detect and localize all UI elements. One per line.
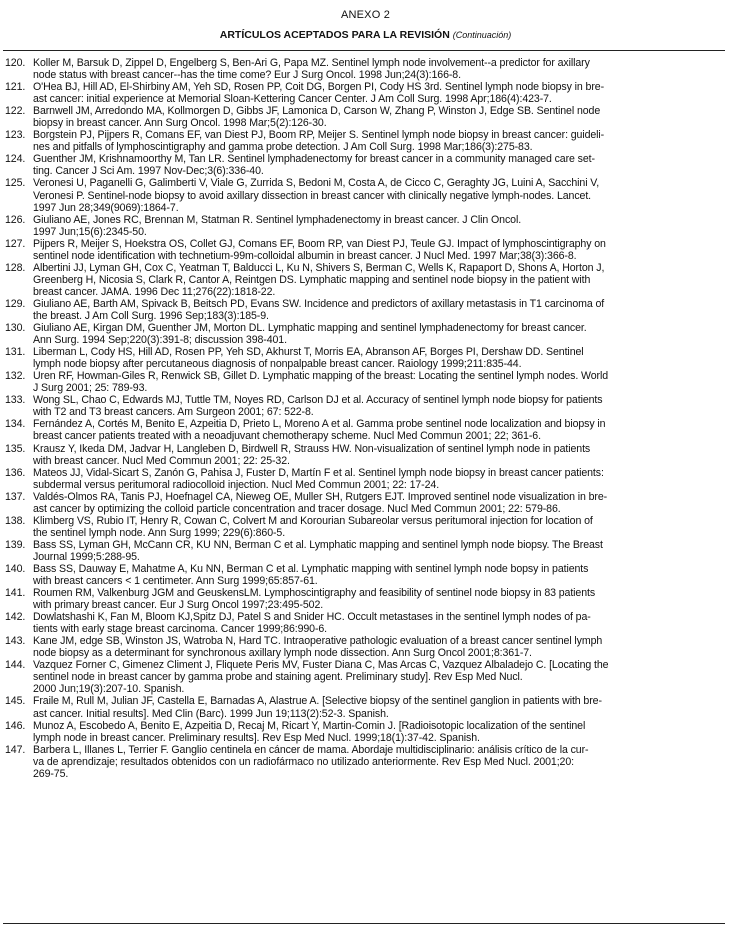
reference-line: Bass SS, Dauway E, Mahatme A, Ku NN, Berman C et al. Lymphatic mapping with sentinel lymph node bopsy in patients [33,562,589,575]
reference-line: Wong SL, Chao C, Edwards MJ, Tuttle TM, Noyes RD, Carlson DJ et al. Accuracy of sentinel lymph node biopsy for patients [33,394,603,407]
reference-number: 133. [5,394,26,407]
reference-line: 1997 Jun;15(6):2345-50. [33,225,147,238]
reference-item [0,563,731,587]
reference-line: breast cancer patients treated with a neoadjuvant chemotherapy scheme. Nucl Med Commun 2001; 22; 361-6. [33,430,541,443]
reference-line: sentinel node in breast cancer by gamma probe and staining agent. Preliminary study]. Rev Esp Med Nucl. [33,671,523,684]
reference-line: lymph node biopsy after percutaneous diagnosis of nonpalpable breast cancer. Raiology 1999;211:835-44. [33,358,522,371]
reference-line: subdermal versus peritumoral radiocolloid injection. Nucl Med Commun 2001; 22: 17-24. [33,478,440,491]
reference-item [0,515,731,539]
reference-number: 127. [5,237,26,250]
reference-line: node status with breast cancer--has the time come? Eur J Surg Oncol. 1998 Jun;24(3):166-8. [33,69,461,82]
reference-line: Barnwell JM, Arredondo MA, Kollmorgen D, Gibbs JF, Lamonica D, Carson W, Zhang P, Winston J, Edge SB. Sentinel node [33,105,601,118]
section-title-text: ARTÍCULOS ACEPTADOS PARA LA REVISIÓN [219,29,450,41]
reference-number: 122. [5,105,26,118]
reference-line: node biopsy as a determinant for synchronous axillary lymph node dissection. Ann Surg Oncol 2001;8:361-7. [33,647,532,660]
reference-line: with T2 and T3 breast cancers. Am Surgeon 2001; 67: 522-8. [33,406,314,419]
reference-text [33,467,725,491]
reference-line: ting. Cancer J Sci Am. 1997 Nov-Dec;3(6):336-40. [33,165,264,178]
reference-number: 136. [5,466,26,479]
reference-item [0,370,731,394]
reference-number: 126. [5,213,26,226]
reference-item [0,346,731,370]
reference-text [33,635,725,659]
reference-line: 2000 Jun;19(3):207-10. Spanish. [33,683,185,696]
reference-line: Giuliano AE, Jones RC, Brennan M, Statman R. Sentinel lymphadenectomy in breast cancer. J Clin Oncol. [33,213,522,226]
reference-text [33,720,725,744]
reference-line: Vazquez Forner C, Gimenez Climent J, Fliquete Peris MV, Fuster Diana C, Mas Arcas C, Vazquez Albaladejo C. [Locating the [33,659,609,672]
reference-item [0,611,731,635]
reference-line: biopsy in breast cancer. Ann Surg Oncol. 1998 Mar;5(2):126-30. [33,117,327,130]
reference-item [0,57,731,81]
reference-text [33,214,725,238]
reference-line: Greenberg H, Nicosia S, Clark R, Cantor A, Reintgen DS. Lymphatic mapping and sentinel node biopsy in the patient with [33,273,591,286]
reference-text [33,57,725,81]
reference-text [33,659,725,695]
reference-number: 137. [5,490,26,503]
reference-line: va de aprendizaje; resultados obtenidos con un radiofármaco no utilizado anteriormente. Rev Esp Med Nucl. 2001;20: [33,755,574,768]
reference-line: Albertini JJ, Lyman GH, Cox C, Yeatman T, Balducci L, Ku N, Shivers S, Berman C, Wells K, Rapaport D, Shons A, Horton J, [33,261,605,274]
reference-line: tients with early stage breast carcinoma. Cancer 1999;86:990-6. [33,623,328,636]
annex-label: ANEXO 2 [340,9,391,21]
reference-line: the sentinel lymph node. Ann Surg 1999; 229(6):860-5. [33,526,286,539]
reference-number: 145. [5,695,26,708]
reference-item [0,298,731,322]
continuation-label: (Continuación) [452,30,512,40]
reference-number: 132. [5,370,26,383]
reference-number: 135. [5,442,26,455]
reference-item [0,695,731,719]
reference-text [33,238,725,262]
reference-line: Giuliano AE, Barth AM, Spivack B, Beitsch PD, Evans SW. Incidence and predictors of axillary metastasis in T1 carcinoma of [33,297,605,310]
reference-number: 138. [5,514,26,527]
reference-line: Uren RF, Howman-Giles R, Renwick SB, Gillet D. Lymphatic mapping of the breast: Locating the sentinel lymph nodes. World [33,370,609,383]
reference-item [0,418,731,442]
reference-item [0,105,731,129]
reference-line: Roumen RM, Valkenburg JGM and GeuskensLM. Lymphoscintigraphy and feasibility of sentinel node biopsy in 83 patients [33,587,596,600]
reference-line: Mateos JJ, Vidal-Sicart S, Zanón G, Pahisa J, Fuster D, Martín F et al. Sentinel lymph node biopsy in breast cancer patients: [33,466,604,479]
reference-line: Fraile M, Rull M, Julian JF, Castella E, Barnadas A, Alastrue A. [Selective biopsy of the sentinel ganglion in patients with bre- [33,695,602,708]
reference-text [33,443,725,467]
reference-text [33,418,725,442]
reference-item [0,322,731,346]
reference-text [33,744,725,780]
reference-line: J Surg 2001; 25: 789-93. [33,382,148,395]
reference-text [33,491,725,515]
reference-line: ast cancer by optimizing the colloid particle concentration and tracer dosage. Nucl Med Commun 2001; 22: 579-86. [33,502,561,515]
reference-item [0,81,731,105]
reference-line: with breast cancers < 1 centimeter. Ann Surg 1999;65:857-61. [33,575,318,588]
reference-text [33,322,725,346]
reference-text [33,695,725,719]
reference-number: 142. [5,611,26,624]
reference-line: Kane JM, edge SB, Winston JS, Watroba N, Hard TC. Intraoperative pathologic evaluation of a breast cancer sentinel lymph [33,635,603,648]
reference-item [0,587,731,611]
reference-line: Liberman L, Cody HS, Hill AD, Rosen PP, Yeh SD, Akhurst T, Morris EA, Abranson AF, Borges PI, Dershaw DD. Sentinel [33,346,584,359]
reference-item [0,443,731,467]
reference-line: with primary breast cancer. Eur J Surg Oncol 1997;23:495-502. [33,599,324,612]
reference-line: Journal 1999;5:288-95. [33,550,140,563]
reference-item [0,635,731,659]
reference-text [33,587,725,611]
reference-item [0,744,731,780]
reference-line: Veronesi U, Paganelli G, Galimberti V, Viale G, Zurrida S, Bedoni M, Costa A, de Cicco C, Geraghty JG, Luini A, Sacchini V, [33,177,600,190]
reference-item [0,720,731,744]
reference-text [33,515,725,539]
reference-line: the breast. J Am Coll Surg. 1996 Sep;183(3):185-9. [33,309,269,322]
reference-line: Krausz Y, Ikeda DM, Jadvar H, Langleben D, Birdwell R, Strauss HW. Non-visualization of sentinel lymph node in patients [33,442,591,455]
reference-item [0,214,731,238]
reference-text [33,394,725,418]
reference-item [0,177,731,213]
reference-text [33,81,725,105]
reference-line: Klimberg VS, Rubio IT, Henry R, Cowan C, Colvert M and Korourian Subareolar versus peritumoral injection for location of [33,514,593,527]
reference-text [33,262,725,298]
bottom-rule [3,923,725,924]
reference-text [33,105,725,129]
reference-number: 147. [5,743,26,756]
reference-number: 121. [5,81,26,94]
reference-number: 146. [5,719,26,732]
reference-text [33,129,725,153]
reference-number: 131. [5,346,26,359]
reference-text [33,177,725,213]
reference-text [33,539,725,563]
reference-line: Borgstein PJ, Pijpers R, Comans EF, van Diest PJ, Boom RP, Meijer S. Sentinel lymph node biopsy in breast cancer: guideli- [33,129,605,142]
reference-line: Barbera L, Illanes L, Terrier F. Ganglio centinela en cáncer de mama. Abordaje multidisciplinario: análisis crítico de la cur- [33,743,589,756]
reference-item [0,238,731,262]
reference-number: 124. [5,153,26,166]
reference-number: 134. [5,418,26,431]
reference-line: Giuliano AE, Kirgan DM, Guenther JM, Morton DL. Lymphatic mapping and sentinel lymphadenectomy for breast cancer. [33,322,587,335]
reference-number: 128. [5,261,26,274]
section-title [0,29,731,41]
reference-line: with breast cancer. Nucl Med Commun 2001; 22: 25-32. [33,454,290,467]
reference-number: 143. [5,635,26,648]
reference-line: Ann Surg. 1994 Sep;220(3):391-8; discussion 398-401. [33,334,287,347]
reference-item [0,394,731,418]
reference-line: lymph node in breast cancer. Preliminary results]. Rev Esp Med Nucl. 1999;18(1):37-42. Spanish. [33,731,480,744]
reference-item [0,262,731,298]
reference-item [0,467,731,491]
reference-number: 129. [5,297,26,310]
reference-line: Veronesi P. Sentinel-node biopsy to avoid axillary dissection in breast cancer with clinically negative lymph-nodes. Lancet. [33,189,592,202]
reference-line: 269-75. [33,767,69,780]
reference-text [33,153,725,177]
reference-text [33,370,725,394]
reference-item [0,153,731,177]
reference-text [33,611,725,635]
reference-number: 120. [5,57,26,69]
reference-item [0,491,731,515]
reference-line: Munoz A, Escobedo A, Benito E, Azpeitia D, Recaj M, Ricart Y, Martin-Comin J. [Radioisotopic localization of the sentinel [33,719,586,732]
reference-number: 125. [5,177,26,190]
reference-list [0,57,731,780]
reference-line: Valdés-Olmos RA, Tanis PJ, Hoefnagel CA, Nieweg OE, Muller SH, Rutgers EJT. Improved sentinel node visualization in bre- [33,490,608,503]
reference-line: ast cancer. Initial results]. Med Clin (Barc). 1999 Jun 19;113(2):52-3. Spanish. [33,707,389,720]
reference-number: 140. [5,562,26,575]
reference-line: Pijpers R, Meijer S, Hoekstra OS, Collet GJ, Comans EF, Boom RP, van Diest PJ, Teule GJ. Impact of lymphoscintigraphy on [33,237,606,250]
reference-line: sentinel node identification with technetium-99m-colloidal albumin in breast cancer. J Nucl Med. 1997 Mar;38(3):366-8. [33,249,577,262]
top-rule [3,50,725,51]
reference-text [33,298,725,322]
reference-number: 144. [5,659,26,672]
reference-item [0,129,731,153]
reference-line: Koller M, Barsuk D, Zippel D, Engelberg S, Ben-Ari G, Papa MZ. Sentinel lymph node involvement--a predictor for axillary [33,57,590,69]
reference-text [33,563,725,587]
reference-number: 141. [5,587,26,600]
reference-line: Dowlatshashi K, Fan M, Bloom KJ,Spitz DJ, Patel S and Snider HC. Occult metastases in the sentinel lymph nodes of pa- [33,611,591,624]
reference-line: Bass SS, Lyman GH, McCann CR, KU NN, Berman C et al. Lymphatic mapping and sentinel lymph node biopsy. The Breast [33,538,603,551]
reference-number: 130. [5,322,26,335]
reference-line: nes and pitfalls of lymphoscintigraphy and gamma probe detection. J Am Coll Surg. 1998 Mar;186(3):275-83. [33,141,533,154]
reference-item [0,539,731,563]
reference-line: 1997 Jun 28;349(9069):1864-7. [33,201,179,214]
reference-line: breast cancer. JAMA. 1996 Dec 11;276(22):1818-22. [33,285,276,298]
reference-line: ast cancer: initial experience at Memorial Sloan-Kettering Cancer Center. J Am Coll Surg. 1998 Apr;186(4):423-7. [33,93,552,106]
reference-item [0,659,731,695]
reference-number: 139. [5,538,26,551]
reference-line: Guenther JM, Krishnamoorthy M, Tan LR. Sentinel lymphadenectomy for breast cancer in a community managed care set- [33,153,595,166]
reference-line: Fernández A, Cortés M, Benito E, Azpeitia D, Prieto L, Moreno A et al. Gamma probe sentinel node localization and biopsy in [33,418,606,431]
reference-number: 123. [5,129,26,142]
reference-text [33,346,725,370]
reference-line: O'Hea BJ, Hill AD, El-Shirbiny AM, Yeh SD, Rosen PP, Coit DG, Borgen PI, Cody HS 3rd. Sentinel lymph node biopsy in bre- [33,81,604,94]
